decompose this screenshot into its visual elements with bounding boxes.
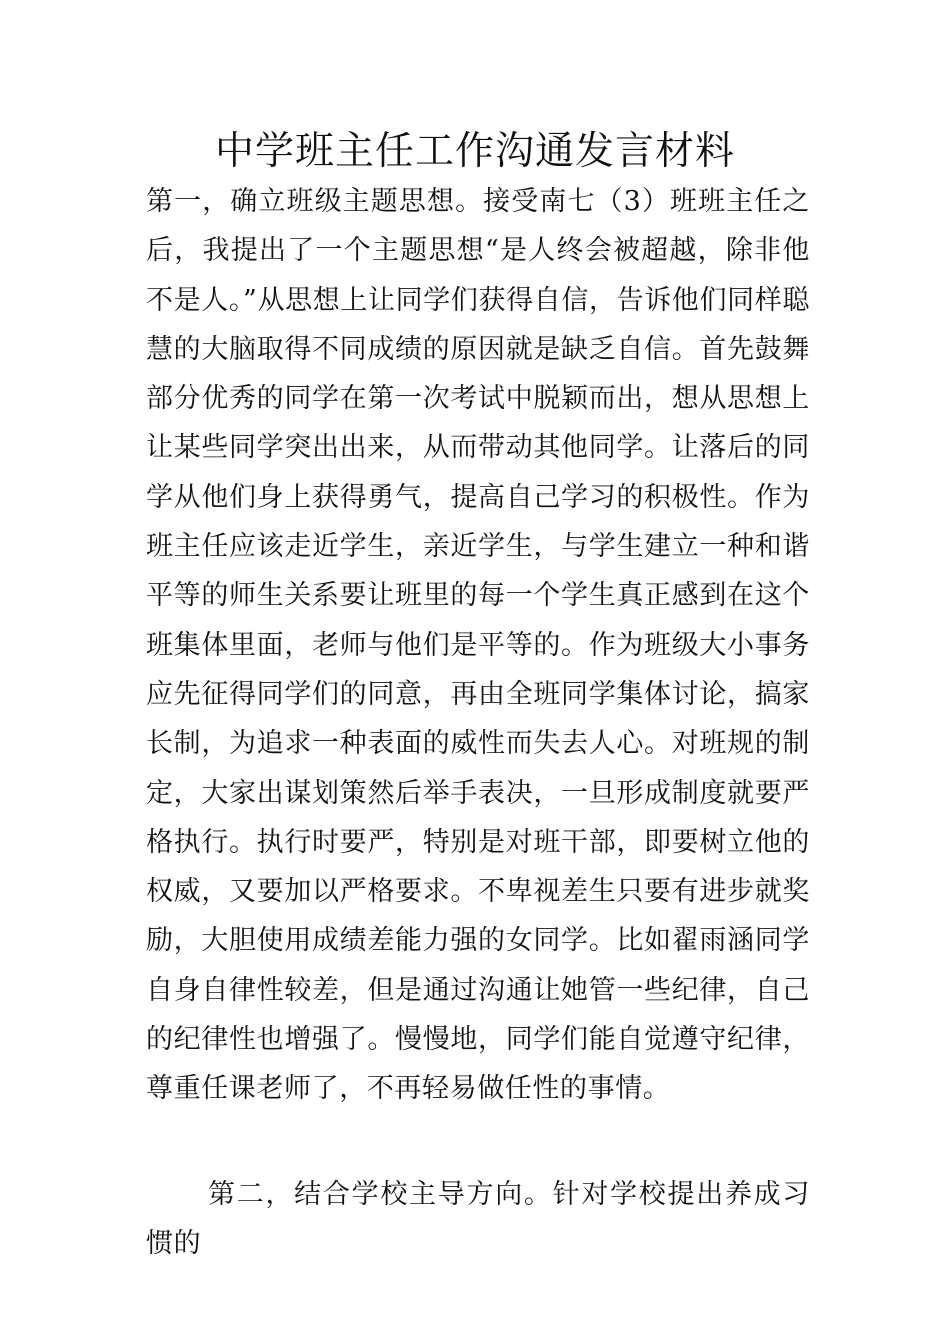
paragraph-2: 第二，结合学校主导方向。针对学校提出养成习惯的	[146, 1179, 810, 1260]
paragraph-1: 第一，确立班级主题思想。接受南七（3）班班主任之后，我提出了一个主题思想“是人终会被超越，除非他不是人。”从思想上让同学们获得自信，告诉他们同样聪慧的大脑取得不同成绩的原因就是缺乏自信。首先鼓舞部分优秀的同学在第一次考试中脱颖而出，想从思想上让某些同学突出出来，从而带动其他同学。让落后的同学从他们身上获得勇气，提高自己学习的积极性。作为班主任应该走近学生，亲近学生，与学生建立一种和谐平等的师生关系要让班里的每一个学生真正感到在这个班集体里面，老师与他们是平等的。作为班级大小事务应先征得同学们的同意，再由全班同学集体讨论，搞家长制，为追求一种表面的威性而失去人心。对班规的制定，大家出谋划策然后举手表决，一旦形成制度就要严格执行。执行时要严，特别是对班干部，即要树立他的权威，又要加以严格要求。不卑视差生只要有进步就奖励，大胆使用成绩差能力强的女同学。比如翟雨涵同学自身自律性较差，但是通过沟通让她管一些纪律，自己的纪律性也增强了。慢慢地，同学们能自觉遵守纪律，尊重任课老师了，不再轻易做任性的事情。	[146, 186, 810, 1105]
document-title: 中学班主任工作沟通发言材料	[214, 129, 735, 174]
